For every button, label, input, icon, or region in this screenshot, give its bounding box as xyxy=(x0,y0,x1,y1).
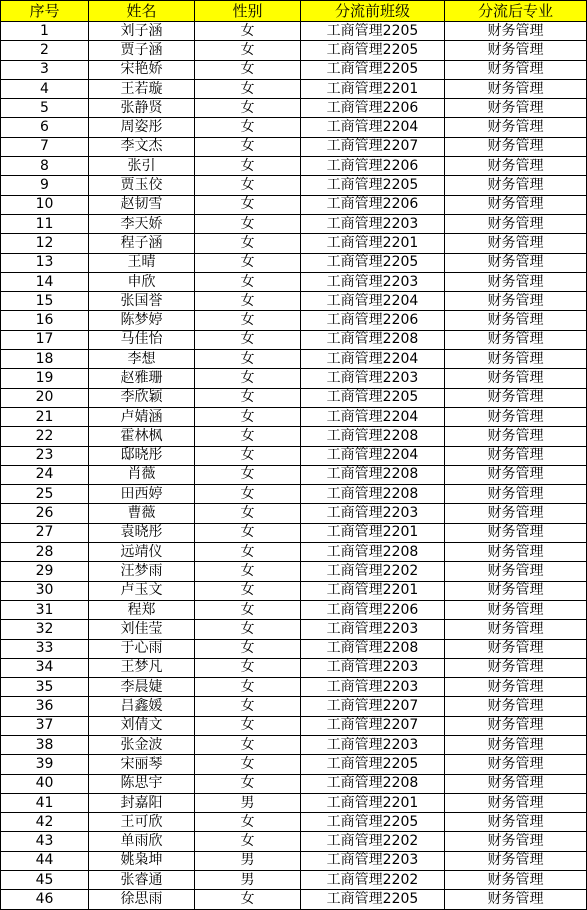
cell-name: 单雨欣 xyxy=(89,832,195,851)
table-row xyxy=(1,774,587,793)
cell-gender: 女 xyxy=(195,311,301,330)
cell-index: 22 xyxy=(1,427,89,446)
cell-major-after: 财务管理 xyxy=(445,504,587,523)
cell-name: 周姿彤 xyxy=(89,118,195,137)
cell-gender: 女 xyxy=(195,41,301,60)
table-row xyxy=(1,446,587,465)
cell-name: 田西婷 xyxy=(89,485,195,504)
cell-index: 40 xyxy=(1,774,89,793)
cell-class-before: 工商管理2201 xyxy=(301,793,445,812)
cell-index: 46 xyxy=(1,890,89,909)
cell-major-after: 财务管理 xyxy=(445,465,587,484)
cell-class-before: 工商管理2206 xyxy=(301,311,445,330)
cell-index: 45 xyxy=(1,871,89,890)
cell-index: 38 xyxy=(1,735,89,754)
cell-major-after: 财务管理 xyxy=(445,620,587,639)
cell-class-before: 工商管理2206 xyxy=(301,99,445,118)
cell-major-after: 财务管理 xyxy=(445,311,587,330)
cell-major-after: 财务管理 xyxy=(445,195,587,214)
cell-class-before: 工商管理2202 xyxy=(301,871,445,890)
cell-gender: 女 xyxy=(195,427,301,446)
cell-name: 陈梦婷 xyxy=(89,311,195,330)
cell-index: 7 xyxy=(1,137,89,156)
cell-major-after: 财务管理 xyxy=(445,253,587,272)
cell-name: 姚枭坤 xyxy=(89,851,195,870)
cell-gender: 女 xyxy=(195,523,301,542)
cell-name: 刘子涵 xyxy=(89,22,195,41)
table-row xyxy=(1,350,587,369)
cell-index: 15 xyxy=(1,292,89,311)
table-row xyxy=(1,195,587,214)
cell-gender: 女 xyxy=(195,813,301,832)
cell-gender: 女 xyxy=(195,658,301,677)
cell-class-before: 工商管理2202 xyxy=(301,832,445,851)
cell-index: 13 xyxy=(1,253,89,272)
table-row xyxy=(1,292,587,311)
cell-gender: 女 xyxy=(195,118,301,137)
cell-gender: 女 xyxy=(195,465,301,484)
cell-major-after: 财务管理 xyxy=(445,446,587,465)
cell-class-before: 工商管理2208 xyxy=(301,485,445,504)
header-major-after: 分流后专业 xyxy=(445,1,587,22)
cell-gender: 女 xyxy=(195,562,301,581)
cell-name: 袁晓彤 xyxy=(89,523,195,542)
table-row xyxy=(1,22,587,41)
table-row xyxy=(1,253,587,272)
cell-index: 43 xyxy=(1,832,89,851)
cell-gender: 女 xyxy=(195,620,301,639)
cell-gender: 女 xyxy=(195,234,301,253)
cell-index: 4 xyxy=(1,79,89,98)
cell-gender: 女 xyxy=(195,774,301,793)
cell-name: 王梦凡 xyxy=(89,658,195,677)
cell-gender: 女 xyxy=(195,543,301,562)
table-row xyxy=(1,272,587,291)
cell-gender: 女 xyxy=(195,22,301,41)
cell-gender: 女 xyxy=(195,678,301,697)
cell-name: 宋丽琴 xyxy=(89,755,195,774)
cell-major-after: 财务管理 xyxy=(445,99,587,118)
header-class-before: 分流前班级 xyxy=(301,1,445,22)
cell-major-after: 财务管理 xyxy=(445,678,587,697)
cell-gender: 女 xyxy=(195,890,301,909)
cell-name: 程子涵 xyxy=(89,234,195,253)
table-row xyxy=(1,890,587,909)
cell-major-after: 财务管理 xyxy=(445,388,587,407)
table-row xyxy=(1,60,587,79)
cell-index: 37 xyxy=(1,716,89,735)
cell-major-after: 财务管理 xyxy=(445,600,587,619)
cell-class-before: 工商管理2208 xyxy=(301,543,445,562)
cell-gender: 女 xyxy=(195,253,301,272)
table-row xyxy=(1,427,587,446)
cell-class-before: 工商管理2205 xyxy=(301,60,445,79)
cell-gender: 女 xyxy=(195,735,301,754)
table-row xyxy=(1,79,587,98)
cell-major-after: 财务管理 xyxy=(445,832,587,851)
cell-class-before: 工商管理2204 xyxy=(301,446,445,465)
table-row xyxy=(1,793,587,812)
cell-gender: 女 xyxy=(195,99,301,118)
cell-major-after: 财务管理 xyxy=(445,214,587,233)
header-index: 序号 xyxy=(1,1,89,22)
cell-name: 贾子涵 xyxy=(89,41,195,60)
cell-name: 封嘉阳 xyxy=(89,793,195,812)
cell-major-after: 财务管理 xyxy=(445,292,587,311)
table-row xyxy=(1,697,587,716)
header-gender: 性别 xyxy=(195,1,301,22)
cell-class-before: 工商管理2201 xyxy=(301,523,445,542)
cell-name: 张金波 xyxy=(89,735,195,754)
cell-index: 19 xyxy=(1,369,89,388)
cell-name: 程郑 xyxy=(89,600,195,619)
cell-class-before: 工商管理2204 xyxy=(301,350,445,369)
cell-name: 曹薇 xyxy=(89,504,195,523)
cell-index: 42 xyxy=(1,813,89,832)
cell-gender: 女 xyxy=(195,176,301,195)
table-row xyxy=(1,214,587,233)
cell-major-after: 财务管理 xyxy=(445,871,587,890)
cell-name: 李文杰 xyxy=(89,137,195,156)
cell-name: 刘倩文 xyxy=(89,716,195,735)
cell-major-after: 财务管理 xyxy=(445,60,587,79)
cell-gender: 女 xyxy=(195,581,301,600)
cell-class-before: 工商管理2207 xyxy=(301,716,445,735)
cell-class-before: 工商管理2201 xyxy=(301,234,445,253)
cell-class-before: 工商管理2205 xyxy=(301,890,445,909)
cell-major-after: 财务管理 xyxy=(445,716,587,735)
cell-index: 41 xyxy=(1,793,89,812)
cell-gender: 男 xyxy=(195,871,301,890)
table-row xyxy=(1,41,587,60)
table-row xyxy=(1,678,587,697)
cell-major-after: 财务管理 xyxy=(445,735,587,754)
cell-name: 王若璇 xyxy=(89,79,195,98)
cell-name: 卢玉文 xyxy=(89,581,195,600)
cell-name: 吕鑫媛 xyxy=(89,697,195,716)
cell-major-after: 财务管理 xyxy=(445,562,587,581)
table-row xyxy=(1,99,587,118)
cell-major-after: 财务管理 xyxy=(445,79,587,98)
cell-index: 20 xyxy=(1,388,89,407)
cell-major-after: 财务管理 xyxy=(445,658,587,677)
cell-index: 12 xyxy=(1,234,89,253)
cell-index: 3 xyxy=(1,60,89,79)
table-row xyxy=(1,465,587,484)
table-row xyxy=(1,234,587,253)
table-row xyxy=(1,388,587,407)
cell-gender: 女 xyxy=(195,330,301,349)
cell-class-before: 工商管理2203 xyxy=(301,678,445,697)
cell-major-after: 财务管理 xyxy=(445,41,587,60)
table-row xyxy=(1,137,587,156)
cell-index: 11 xyxy=(1,214,89,233)
table-header xyxy=(1,1,587,22)
table-row xyxy=(1,620,587,639)
cell-major-after: 财务管理 xyxy=(445,407,587,426)
cell-major-after: 财务管理 xyxy=(445,176,587,195)
cell-class-before: 工商管理2203 xyxy=(301,620,445,639)
cell-name: 刘佳莹 xyxy=(89,620,195,639)
cell-index: 31 xyxy=(1,600,89,619)
cell-index: 5 xyxy=(1,99,89,118)
cell-index: 1 xyxy=(1,22,89,41)
cell-index: 17 xyxy=(1,330,89,349)
cell-index: 30 xyxy=(1,581,89,600)
cell-major-after: 财务管理 xyxy=(445,234,587,253)
table-row xyxy=(1,716,587,735)
cell-name: 王可欣 xyxy=(89,813,195,832)
cell-major-after: 财务管理 xyxy=(445,137,587,156)
table-row xyxy=(1,330,587,349)
cell-name: 申欣 xyxy=(89,272,195,291)
cell-name: 赵雅珊 xyxy=(89,369,195,388)
cell-index: 44 xyxy=(1,851,89,870)
table-row xyxy=(1,118,587,137)
cell-index: 35 xyxy=(1,678,89,697)
cell-index: 18 xyxy=(1,350,89,369)
cell-gender: 女 xyxy=(195,79,301,98)
cell-index: 34 xyxy=(1,658,89,677)
cell-name: 宋艳娇 xyxy=(89,60,195,79)
cell-name: 陈思宇 xyxy=(89,774,195,793)
cell-class-before: 工商管理2206 xyxy=(301,157,445,176)
cell-class-before: 工商管理2205 xyxy=(301,813,445,832)
cell-class-before: 工商管理2201 xyxy=(301,581,445,600)
cell-major-after: 财务管理 xyxy=(445,581,587,600)
cell-gender: 女 xyxy=(195,639,301,658)
cell-class-before: 工商管理2205 xyxy=(301,22,445,41)
cell-major-after: 财务管理 xyxy=(445,427,587,446)
cell-name: 李晨婕 xyxy=(89,678,195,697)
cell-gender: 女 xyxy=(195,388,301,407)
cell-class-before: 工商管理2205 xyxy=(301,388,445,407)
cell-gender: 女 xyxy=(195,755,301,774)
cell-gender: 女 xyxy=(195,407,301,426)
cell-index: 2 xyxy=(1,41,89,60)
cell-class-before: 工商管理2204 xyxy=(301,292,445,311)
table-row xyxy=(1,658,587,677)
table-row xyxy=(1,369,587,388)
cell-gender: 女 xyxy=(195,157,301,176)
cell-index: 24 xyxy=(1,465,89,484)
cell-gender: 女 xyxy=(195,446,301,465)
table-body xyxy=(1,22,587,910)
cell-name: 马佳怡 xyxy=(89,330,195,349)
cell-name: 霍林枫 xyxy=(89,427,195,446)
cell-class-before: 工商管理2203 xyxy=(301,369,445,388)
cell-class-before: 工商管理2205 xyxy=(301,253,445,272)
cell-index: 27 xyxy=(1,523,89,542)
cell-major-after: 财务管理 xyxy=(445,369,587,388)
cell-index: 29 xyxy=(1,562,89,581)
cell-name: 于心雨 xyxy=(89,639,195,658)
cell-name: 张引 xyxy=(89,157,195,176)
table-row xyxy=(1,504,587,523)
cell-index: 32 xyxy=(1,620,89,639)
cell-class-before: 工商管理2208 xyxy=(301,330,445,349)
cell-major-after: 财务管理 xyxy=(445,639,587,658)
cell-major-after: 财务管理 xyxy=(445,350,587,369)
cell-gender: 女 xyxy=(195,504,301,523)
cell-index: 33 xyxy=(1,639,89,658)
table-row xyxy=(1,639,587,658)
cell-gender: 女 xyxy=(195,137,301,156)
table-row xyxy=(1,311,587,330)
cell-major-after: 财务管理 xyxy=(445,157,587,176)
cell-name: 邸晓彤 xyxy=(89,446,195,465)
cell-class-before: 工商管理2207 xyxy=(301,137,445,156)
cell-class-before: 工商管理2203 xyxy=(301,735,445,754)
cell-class-before: 工商管理2203 xyxy=(301,272,445,291)
cell-gender: 女 xyxy=(195,214,301,233)
cell-class-before: 工商管理2203 xyxy=(301,504,445,523)
cell-gender: 女 xyxy=(195,350,301,369)
cell-class-before: 工商管理2206 xyxy=(301,600,445,619)
table-row xyxy=(1,832,587,851)
header-row xyxy=(1,1,587,22)
cell-name: 李欣颖 xyxy=(89,388,195,407)
table-row xyxy=(1,871,587,890)
cell-major-after: 财务管理 xyxy=(445,774,587,793)
cell-index: 6 xyxy=(1,118,89,137)
table-row xyxy=(1,157,587,176)
cell-gender: 女 xyxy=(195,272,301,291)
cell-major-after: 财务管理 xyxy=(445,697,587,716)
cell-gender: 女 xyxy=(195,195,301,214)
cell-major-after: 财务管理 xyxy=(445,543,587,562)
cell-name: 王晴 xyxy=(89,253,195,272)
cell-index: 23 xyxy=(1,446,89,465)
cell-gender: 男 xyxy=(195,793,301,812)
cell-major-after: 财务管理 xyxy=(445,22,587,41)
table-row xyxy=(1,562,587,581)
cell-class-before: 工商管理2205 xyxy=(301,41,445,60)
table-row xyxy=(1,581,587,600)
table-row xyxy=(1,407,587,426)
cell-gender: 女 xyxy=(195,60,301,79)
cell-class-before: 工商管理2204 xyxy=(301,407,445,426)
table-row xyxy=(1,543,587,562)
cell-class-before: 工商管理2205 xyxy=(301,755,445,774)
cell-name: 张静贤 xyxy=(89,99,195,118)
table-row xyxy=(1,851,587,870)
table-row xyxy=(1,485,587,504)
cell-name: 徐思雨 xyxy=(89,890,195,909)
cell-gender: 男 xyxy=(195,851,301,870)
cell-class-before: 工商管理2201 xyxy=(301,79,445,98)
cell-gender: 女 xyxy=(195,716,301,735)
cell-index: 26 xyxy=(1,504,89,523)
cell-index: 16 xyxy=(1,311,89,330)
cell-major-after: 财务管理 xyxy=(445,118,587,137)
cell-index: 36 xyxy=(1,697,89,716)
cell-class-before: 工商管理2208 xyxy=(301,465,445,484)
cell-class-before: 工商管理2208 xyxy=(301,774,445,793)
cell-class-before: 工商管理2205 xyxy=(301,176,445,195)
cell-major-after: 财务管理 xyxy=(445,755,587,774)
cell-class-before: 工商管理2204 xyxy=(301,118,445,137)
cell-class-before: 工商管理2203 xyxy=(301,214,445,233)
cell-major-after: 财务管理 xyxy=(445,272,587,291)
cell-major-after: 财务管理 xyxy=(445,485,587,504)
cell-class-before: 工商管理2203 xyxy=(301,851,445,870)
cell-name: 张睿通 xyxy=(89,871,195,890)
cell-name: 张国誉 xyxy=(89,292,195,311)
cell-class-before: 工商管理2203 xyxy=(301,658,445,677)
table-row xyxy=(1,600,587,619)
cell-gender: 女 xyxy=(195,832,301,851)
cell-name: 远靖仪 xyxy=(89,543,195,562)
cell-name: 李天娇 xyxy=(89,214,195,233)
cell-class-before: 工商管理2208 xyxy=(301,639,445,658)
cell-name: 卢婧涵 xyxy=(89,407,195,426)
cell-gender: 女 xyxy=(195,697,301,716)
header-name: 姓名 xyxy=(89,1,195,22)
table-row xyxy=(1,523,587,542)
cell-major-after: 财务管理 xyxy=(445,890,587,909)
cell-class-before: 工商管理2206 xyxy=(301,195,445,214)
cell-index: 8 xyxy=(1,157,89,176)
table-row xyxy=(1,813,587,832)
cell-gender: 女 xyxy=(195,600,301,619)
cell-major-after: 财务管理 xyxy=(445,793,587,812)
cell-index: 14 xyxy=(1,272,89,291)
cell-name: 贾玉佼 xyxy=(89,176,195,195)
cell-class-before: 工商管理2207 xyxy=(301,697,445,716)
cell-major-after: 财务管理 xyxy=(445,813,587,832)
cell-index: 39 xyxy=(1,755,89,774)
cell-major-after: 财务管理 xyxy=(445,330,587,349)
cell-major-after: 财务管理 xyxy=(445,523,587,542)
cell-gender: 女 xyxy=(195,292,301,311)
cell-major-after: 财务管理 xyxy=(445,851,587,870)
cell-name: 李想 xyxy=(89,350,195,369)
cell-index: 21 xyxy=(1,407,89,426)
table-row xyxy=(1,735,587,754)
cell-index: 10 xyxy=(1,195,89,214)
cell-index: 28 xyxy=(1,543,89,562)
cell-gender: 女 xyxy=(195,485,301,504)
cell-class-before: 工商管理2208 xyxy=(301,427,445,446)
cell-class-before: 工商管理2202 xyxy=(301,562,445,581)
table-row xyxy=(1,176,587,195)
cell-name: 肖薇 xyxy=(89,465,195,484)
cell-name: 赵韧雪 xyxy=(89,195,195,214)
cell-index: 9 xyxy=(1,176,89,195)
table-row xyxy=(1,755,587,774)
cell-name: 汪梦雨 xyxy=(89,562,195,581)
cell-index: 25 xyxy=(1,485,89,504)
cell-gender: 女 xyxy=(195,369,301,388)
